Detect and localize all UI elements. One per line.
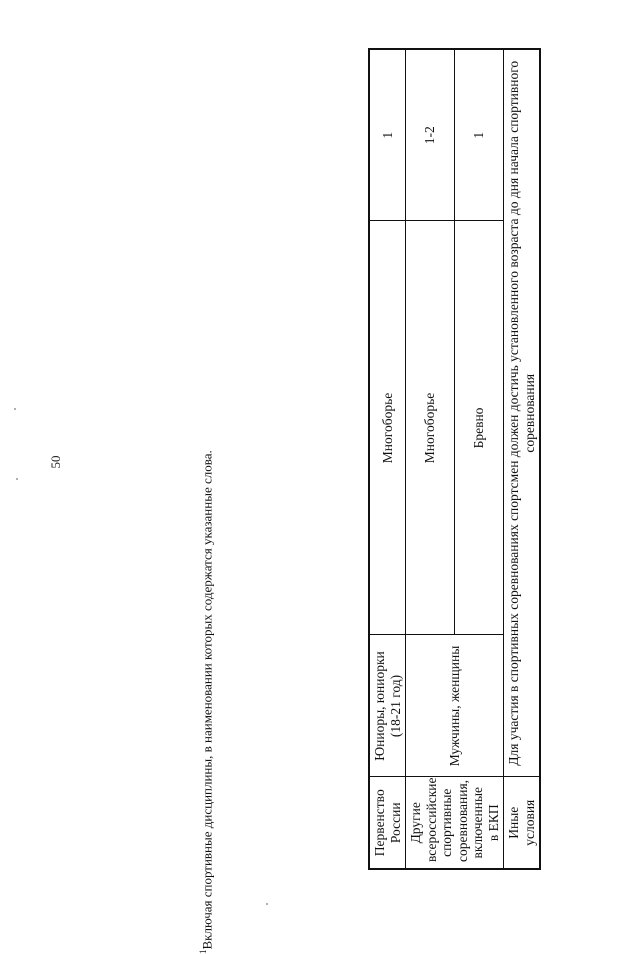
places-cell: 1	[369, 49, 406, 221]
table-row	[406, 49, 455, 869]
discipline-cell: Многоборье	[369, 221, 406, 635]
page-number: 50	[46, 452, 66, 472]
places-cell: 1	[455, 49, 504, 221]
scan-artifact	[266, 903, 268, 905]
competition-cell: Другие всероссийские спортивные соревнования, включенные в ЕКП	[406, 777, 504, 869]
age-group-cell: Мужчины, женщины	[406, 635, 504, 777]
scan-artifact	[14, 408, 16, 410]
footnote	[198, 214, 218, 954]
competition-cell: Первенство России	[369, 777, 406, 869]
table-row	[369, 49, 406, 869]
requirements-table-container	[368, 50, 508, 870]
other-conditions-label: Иные условия	[504, 777, 541, 869]
age-group-cell: Юниоры, юниорки (18-21 год)	[369, 635, 406, 777]
places-cell: 1-2	[406, 49, 455, 221]
discipline-cell: Бревно	[455, 221, 504, 635]
scan-artifact	[16, 478, 18, 480]
footnote-text: Включая спортивные дисциплины, в наименовании которых содержатся указанные слова.	[199, 450, 214, 949]
requirements-table	[368, 48, 541, 870]
table-row-other-conditions	[504, 49, 541, 869]
discipline-cell: Многоборье	[406, 221, 455, 635]
footnote-marker: 1	[198, 950, 208, 954]
other-conditions-text: Для участия в спортивных соревнованиях спортсмен должен достичь установленного возраста до дня начала спортивного соревнования	[504, 49, 541, 777]
